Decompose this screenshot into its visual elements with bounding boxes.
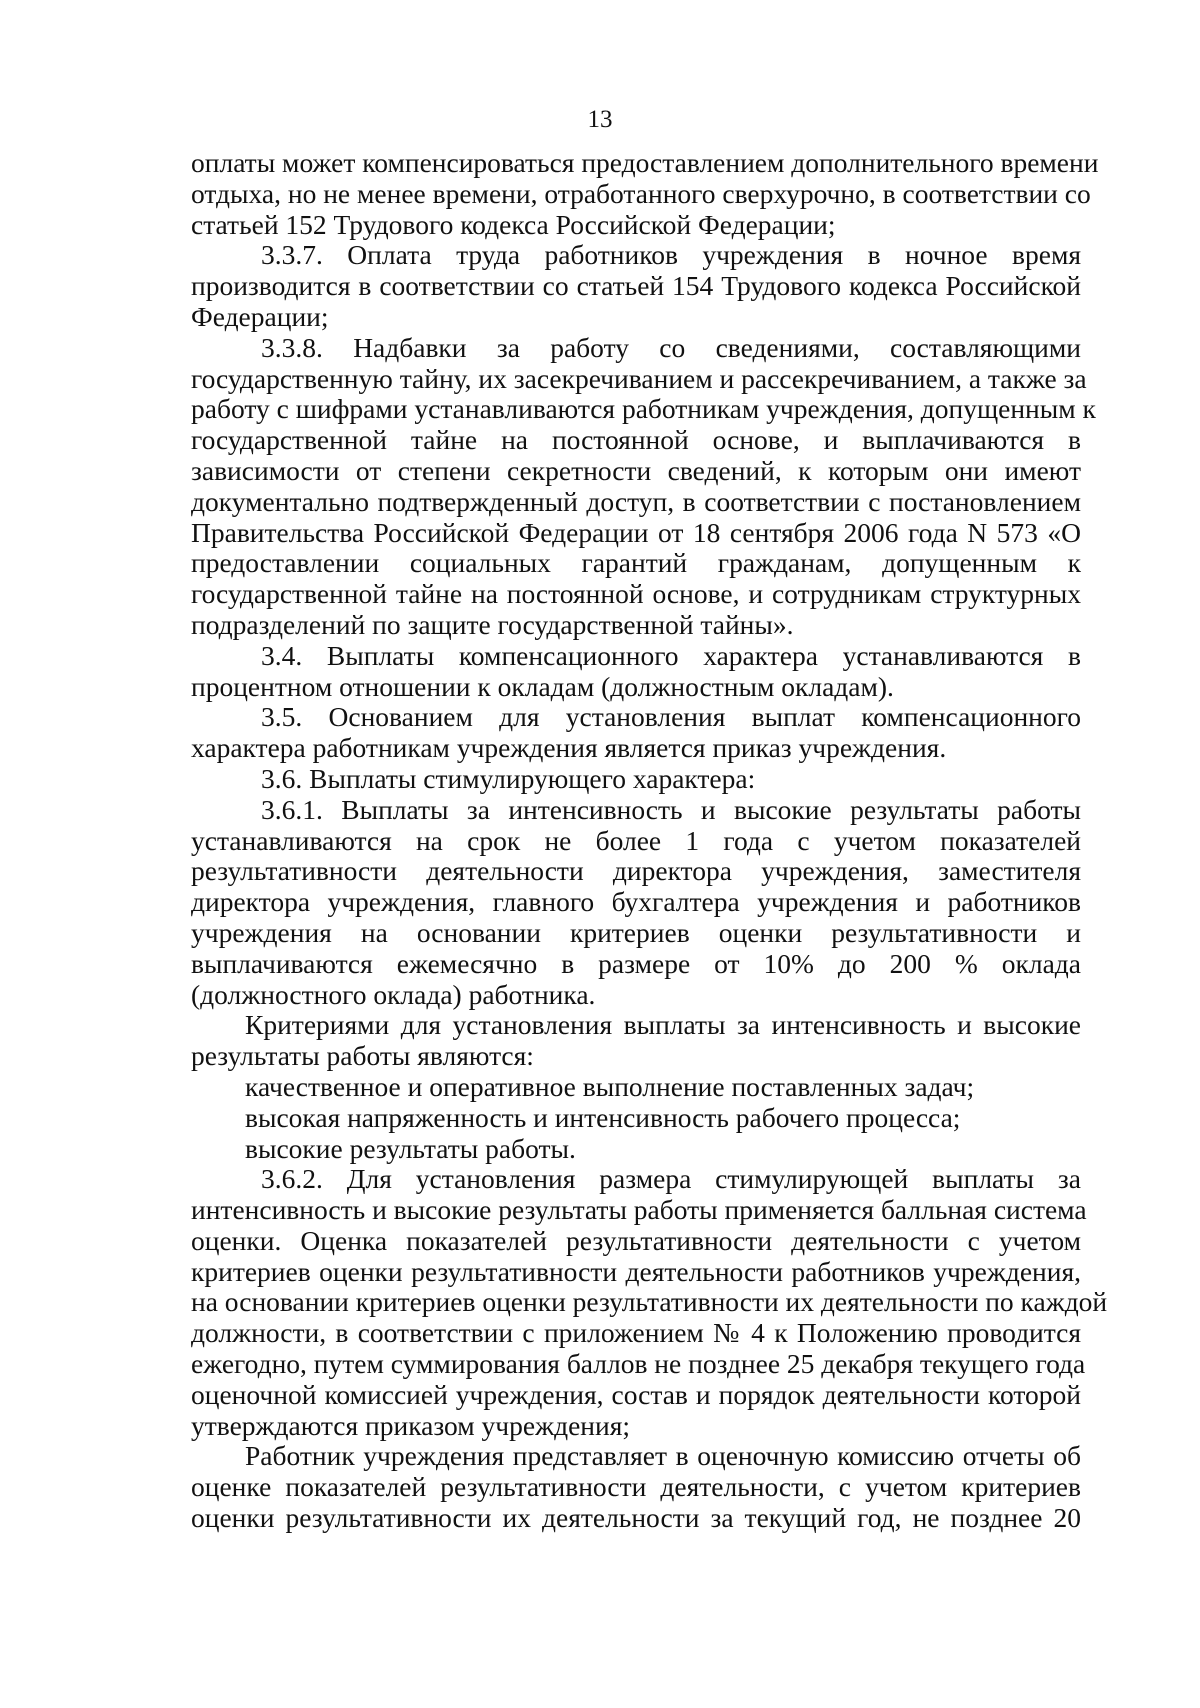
text-line: 3.6. Выплаты стимулирующего характера: [261,762,756,794]
text-line: высокие результаты работы. [245,1132,576,1164]
criteria-item [191,1103,1081,1134]
text-line: подразделений по защите государственной тайны». [191,608,794,640]
paragraph-continuation [191,147,1099,240]
text-line: критериев оценки результативности деятельности работников учреждения, [191,1255,1081,1287]
text-line: государственную тайну, их засекречиванием и рассекречиванием, а также за [191,362,1087,394]
criteria-item [191,1134,1081,1165]
text-line: характера работникам учреждения является приказ учреждения. [191,732,947,764]
text-line: 3.3.7. Оплата труда работников учреждения в ночное время [261,239,1081,271]
text-line: результаты работы являются: [191,1040,534,1072]
paragraph-employee-reports [191,1441,1081,1533]
text-line: оценочной комиссией учреждения, состав и порядок деятельности которой [191,1378,1081,1410]
text-line: учреждения на основании критериев оценки результативности и [191,916,1081,948]
paragraph-3-3-7 [191,240,1081,332]
text-line: выплачиваются ежемесячно в размере от 10% до 200 % оклада [191,947,1081,979]
paragraph-3-6-2 [191,1163,1108,1441]
text-line: 3.3.8. Надбавки за работу со сведениями, составляющими [261,331,1081,363]
text-line: Критериями для установления выплаты за интенсивность и высокие [245,1009,1081,1041]
text-line: оплаты может компенсироваться предоставлением дополнительного времени [191,147,1099,178]
text-line: 3.6.2. Для установления размера стимулирующей выплаты за [261,1163,1081,1195]
text-line: высокая напряженность и интенсивность рабочего процесса; [245,1101,961,1133]
text-line: оценки результативности их деятельности за текущий год, не позднее 20 [191,1502,1081,1534]
text-line: устанавливаются на срок не более 1 года с учетом показателей [191,824,1081,856]
text-line: Правительства Российской Федерации от 18 сентября 2006 года N 573 «О [191,516,1081,548]
text-line: государственной тайне на постоянной основе, и выплачиваются в [191,424,1081,456]
text-line: Работник учреждения представляет в оценочную комиссию отчеты об [245,1440,1081,1472]
paragraph-3-3-8 [191,331,1096,641]
text-line: государственной тайне на постоянной основе, и сотрудникам структурных [191,578,1081,610]
text-line: ежегодно, путем суммирования баллов не позднее 25 декабря текущего года [191,1348,1086,1380]
text-line: предоставлении социальных гарантий гражданам, допущенным к [191,547,1081,579]
text-line: утверждаются приказом учреждения; [191,1409,631,1441]
text-line: интенсивность и высокие результаты работы применяется балльная система [191,1194,1087,1226]
text-line: отдыха, но не менее времени, отработанного сверхурочно, в соответствии со [191,177,1091,209]
text-line: производится в соответствии со статьей 154 Трудового кодекса Российской [191,270,1081,302]
text-line: оценки. Оценка показателей результативности деятельности с учетом [191,1224,1081,1256]
text-line: зависимости от степени секретности сведений, к которым они имеют [191,454,1081,486]
text-line: процентном отношении к окладам (должностным окладам). [191,670,894,702]
text-line: директора учреждения, главного бухгалтера учреждения и работников [191,886,1081,918]
paragraph-3-6 [191,764,1081,795]
text-line: (должностного оклада) работника. [191,978,596,1010]
page-number: 13 [587,106,613,133]
text-line: результативности деятельности директора учреждения, заместителя [191,855,1081,887]
paragraph-criteria-intro [191,1010,1081,1072]
text-line: 3.4. Выплаты компенсационного характера устанавливаются в [261,639,1081,671]
criteria-item [191,1072,1081,1103]
text-line: оценке показателей результативности деятельности, с учетом критериев [191,1471,1081,1503]
text-line: качественное и оперативное выполнение поставленных задач; [245,1070,975,1102]
text-line: работу с шифрами устанавливаются работникам учреждения, допущенным к [191,393,1096,425]
text-line: должности, в соответствии с приложением № 4 к Положению проводится [191,1317,1081,1349]
paragraph-3-4 [191,641,1081,703]
document-body [191,147,1108,1534]
paragraph-3-6-1 [191,795,1081,1011]
text-line: статьей 152 Трудового кодекса Российской Федерации; [191,208,836,240]
text-line: 3.5. Основанием для установления выплат компенсационного [261,701,1081,733]
text-line: документально подтвержденный доступ, в соответствии с постановлением [191,485,1081,517]
text-line: Федерации; [191,300,329,332]
text-line: на основании критериев оценки результативности их деятельности по каждой [191,1286,1108,1318]
text-line: 3.6.1. Выплаты за интенсивность и высокие результаты работы [261,793,1081,825]
paragraph-3-5 [191,702,1081,764]
